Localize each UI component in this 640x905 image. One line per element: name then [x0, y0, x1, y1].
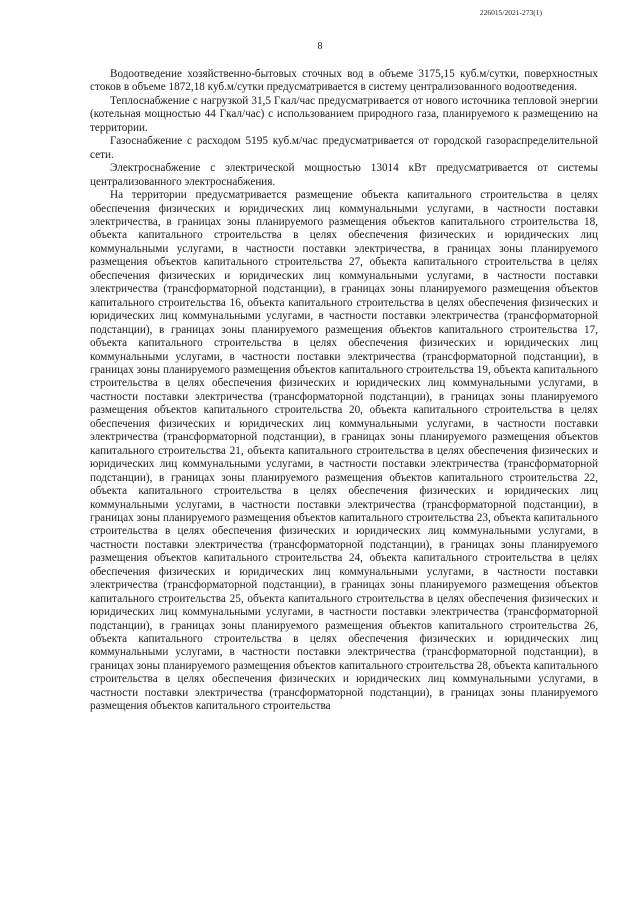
- paragraph-power-supply: Электроснабжение с электрической мощностью 13014 кВт предусматривается от системы централизованного электроснабжения.: [90, 162, 598, 188]
- paragraph-capital-construction: На территории предусматривается размещение объекта капитального строительства в целях обеспечения физических и юридических лиц коммунальными услугами, в частности поставки электричества, в границах зоны планируемого размещения объектов капитального строительства 18, объекта капитального строительства в целях обеспечения физических и юридических лиц коммунальными услугами, в частности поставки электричества, в границах зоны планируемого размещения объектов капитального строительства 27, объекта капитального строительства в целях обеспечения физических и юридических лиц коммунальными услугами, в частности поставки электричества (трансформаторной подстанции), в границах зоны планируемого размещения объектов капитального строительства 16, объекта капитального строительства в целях обеспечения физических и юридических лиц коммунальными услугами, в частности поставки электричества (трансформаторной подстанции), в границах зоны планируемого размещения объектов капитального строительства 17, объекта капитального строительства в целях обеспечения физических и юридических лиц коммунальными услугами, в частности поставки электричества (трансформаторной подстанции), в границах зоны планируемого размещения объектов капитального строительства 19, объекта капитального строительства в целях обеспечения физических и юридических лиц коммунальными услугами, в частности поставки электричества (трансформаторной подстанции), в границах зоны планируемого размещения объектов капитального строительства 20, объекта капитального строительства в целях обеспечения физических и юридических лиц коммунальными услугами, в частности поставки электричества (трансформаторной подстанции), в границах зоны планируемого размещения объектов капитального строительства 21, объекта капитального строительства в целях обеспечения физических и юридических лиц коммунальными услугами, в частности поставки электричества (трансформаторной подстанции), в границах зоны планируемого размещения объектов капитального строительства 22, объекта капитального строительства в целях обеспечения физических и юридических лиц коммунальными услугами, в частности поставки электричества (трансформаторной подстанции), в границах зоны планируемого размещения объектов капитального строительства 23, объекта капитального строительства в целях обеспечения физических и юридических лиц коммунальными услугами, в частности поставки электричества (трансформаторной подстанции), в границах зоны планируемого размещения объектов капитального строительства 24, объекта капитального строительства в целях обеспечения физических и юридических лиц коммунальными услугами, в частности поставки электричества (трансформаторной подстанции), в границах зоны планируемого размещения объектов капитального строительства 25, объекта капитального строительства в целях обеспечения физических и юридических лиц коммунальными услугами, в частности поставки электричества (трансформаторной подстанции), в границах зоны планируемого размещения объектов капитального строительства 26, объекта капитального строительства в целях обеспечения физических и юридических лиц коммунальными услугами, в частности поставки электричества (трансформаторной подстанции), в границах зоны планируемого размещения объектов капитального строительства 28, объекта капитального строительства в целях обеспечения физических и юридических лиц коммунальными услугами, в частности поставки электричества (трансформаторной подстанции), в границах зоны планируемого размещения объектов капитального строительства: [90, 189, 598, 713]
- document-body: [90, 68, 598, 714]
- paragraph-gas-supply: Газоснабжение с расходом 5195 куб.м/час предусматривается от городской газораспределительной сети.: [90, 135, 598, 161]
- page-number: 8: [317, 41, 323, 52]
- paragraph-water-disposal: Водоотведение хозяйственно-бытовых сточных вод в объеме 3175,15 куб.м/сутки, поверхностных стоков в объеме 1872,18 куб.м/сутки предусматривается в систему централизованного водоотведения.: [90, 68, 598, 94]
- document-id: 226015/2021-273(1): [479, 8, 542, 17]
- paragraph-heat-supply: Теплоснабжение с нагрузкой 31,5 Гкал/час предусматривается от нового источника тепловой энергии (котельная мощностью 44 Гкал/час) с использованием природного газа, планируемого к размещению на территории.: [90, 94, 598, 134]
